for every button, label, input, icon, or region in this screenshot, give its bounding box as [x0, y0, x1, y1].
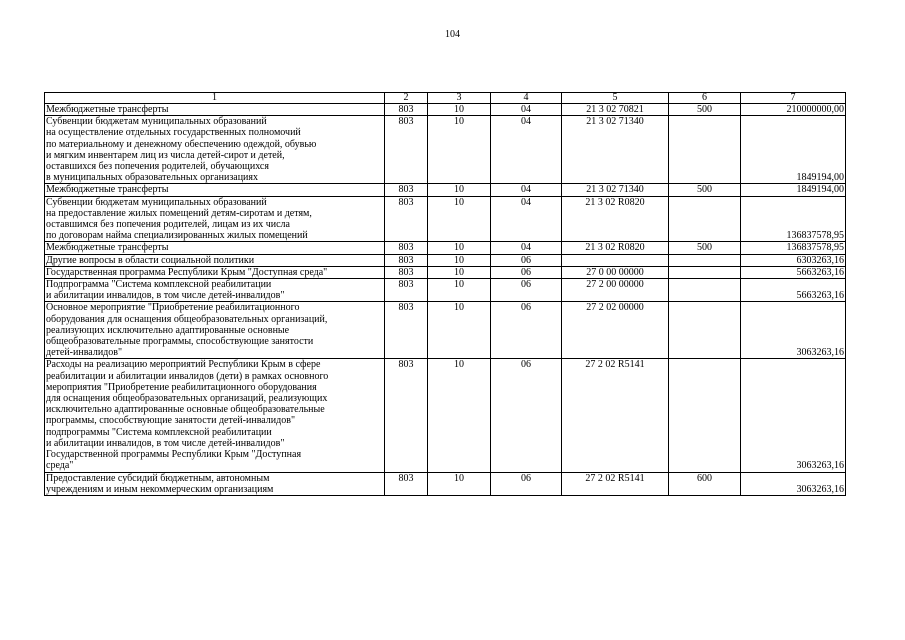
- section-code: 10: [428, 279, 491, 302]
- subsection-code: 06: [491, 279, 562, 302]
- amount: 6303263,16: [741, 254, 846, 266]
- ministry-code: 803: [385, 472, 428, 495]
- subsection-code: 04: [491, 184, 562, 196]
- section-code: 10: [428, 184, 491, 196]
- amount: 136837578,95: [741, 242, 846, 254]
- subsection-code: 06: [491, 302, 562, 359]
- header-row: [45, 93, 846, 104]
- ministry-code: 803: [385, 116, 428, 184]
- ministry-code: 803: [385, 266, 428, 278]
- item-name: Межбюджетные трансферты: [45, 242, 385, 254]
- target-article-code: 21 3 02 R0820: [562, 242, 669, 254]
- item-name: Межбюджетные трансферты: [45, 184, 385, 196]
- table-row: [45, 279, 846, 302]
- amount: 136837578,95: [741, 196, 846, 242]
- section-code: 10: [428, 266, 491, 278]
- table-row: [45, 472, 846, 495]
- section-code: 10: [428, 104, 491, 116]
- item-name: Другие вопросы в области социальной политики: [45, 254, 385, 266]
- expense-type-code: [669, 266, 741, 278]
- section-code: 10: [428, 242, 491, 254]
- table-row: [45, 242, 846, 254]
- subsection-code: 06: [491, 266, 562, 278]
- expense-type-code: 500: [669, 184, 741, 196]
- amount: 210000000,00: [741, 104, 846, 116]
- amount: 5663263,16: [741, 279, 846, 302]
- item-name: Предоставление субсидий бюджетным, автономным учреждениям и иным некоммерческим организациям: [45, 472, 385, 495]
- header-cell: 6: [669, 93, 741, 104]
- subsection-code: 04: [491, 242, 562, 254]
- table-row: [45, 184, 846, 196]
- subsection-code: 04: [491, 104, 562, 116]
- table-row: [45, 254, 846, 266]
- target-article-code: 27 2 02 00000: [562, 302, 669, 359]
- table-row: [45, 302, 846, 359]
- item-name: Государственная программа Республики Крым "Доступная среда": [45, 266, 385, 278]
- amount: 5663263,16: [741, 266, 846, 278]
- header-cell: 2: [385, 93, 428, 104]
- section-code: 10: [428, 359, 491, 472]
- amount: 1849194,00: [741, 116, 846, 184]
- subsection-code: 06: [491, 359, 562, 472]
- section-code: 10: [428, 196, 491, 242]
- section-code: 10: [428, 302, 491, 359]
- amount: 1849194,00: [741, 184, 846, 196]
- subsection-code: 06: [491, 254, 562, 266]
- ministry-code: 803: [385, 254, 428, 266]
- header-cell: 7: [741, 93, 846, 104]
- target-article-code: 21 3 02 71340: [562, 116, 669, 184]
- item-name: Основное мероприятие "Приобретение реабилитационного оборудования для оснащения общеобразовательных организаций, реализующих исключительно адаптированные основные общеобразовательные программы, способствующие занятости детей-инвалидов": [45, 302, 385, 359]
- header-cell: 1: [45, 93, 385, 104]
- expense-type-code: 600: [669, 472, 741, 495]
- ministry-code: 803: [385, 302, 428, 359]
- header-cell: 3: [428, 93, 491, 104]
- expense-type-code: [669, 196, 741, 242]
- item-name: Расходы на реализацию мероприятий Республики Крым в сфере реабилитации и абилитации инвалидов (дети) в рамках основного мероприятия "Приобретение реабилитационного оборудования для оснащения общеобразовательных организаций, реализующих исключительно адаптированные основные общеобразовательные программы, способствующие занятости детей-инвалидов" подпрограммы "Система комплексной реабилитации и абилитации инвалидов, в том числе детей-инвалидов" Государственной программы Республики Крым "Доступная среда": [45, 359, 385, 472]
- expense-type-code: 500: [669, 242, 741, 254]
- item-name: Субвенции бюджетам муниципальных образований на предоставление жилых помещений детям-сиротам и детям, оставшимся без попечения родителей, лицам из их числа по договорам найма специализированных жилых помещений: [45, 196, 385, 242]
- header-cell: 5: [562, 93, 669, 104]
- subsection-code: 04: [491, 116, 562, 184]
- ministry-code: 803: [385, 242, 428, 254]
- target-article-code: 27 0 00 00000: [562, 266, 669, 278]
- amount: 3063263,16: [741, 472, 846, 495]
- target-article-code: [562, 254, 669, 266]
- budget-table: [44, 92, 846, 496]
- section-code: 10: [428, 254, 491, 266]
- section-code: 10: [428, 472, 491, 495]
- expense-type-code: [669, 279, 741, 302]
- table-row: [45, 359, 846, 472]
- table-row: [45, 196, 846, 242]
- expense-type-code: 500: [669, 104, 741, 116]
- table-row: [45, 266, 846, 278]
- page-number: 104: [445, 29, 460, 40]
- ministry-code: 803: [385, 196, 428, 242]
- target-article-code: 21 3 02 R0820: [562, 196, 669, 242]
- section-code: 10: [428, 116, 491, 184]
- expense-type-code: [669, 116, 741, 184]
- ministry-code: 803: [385, 359, 428, 472]
- subsection-code: 06: [491, 472, 562, 495]
- amount: 3063263,16: [741, 359, 846, 472]
- table-row: [45, 104, 846, 116]
- amount: 3063263,16: [741, 302, 846, 359]
- table-row: [45, 116, 846, 184]
- header-cell: 4: [491, 93, 562, 104]
- ministry-code: 803: [385, 279, 428, 302]
- target-article-code: 27 2 00 00000: [562, 279, 669, 302]
- target-article-code: 27 2 02 R5141: [562, 472, 669, 495]
- expense-type-code: [669, 302, 741, 359]
- target-article-code: 21 3 02 71340: [562, 184, 669, 196]
- subsection-code: 04: [491, 196, 562, 242]
- ministry-code: 803: [385, 104, 428, 116]
- expense-type-code: [669, 254, 741, 266]
- target-article-code: 27 2 02 R5141: [562, 359, 669, 472]
- item-name: Субвенции бюджетам муниципальных образований на осуществление отдельных государственных полномочий по материальному и денежному обеспечению одеждой, обувью и мягким инвентарем лиц из числа детей-сирот и детей, оставшихся без попечения родителей, обучающихся в муниципальных образовательных организациях: [45, 116, 385, 184]
- ministry-code: 803: [385, 184, 428, 196]
- item-name: Подпрограмма "Система комплексной реабилитации и абилитации инвалидов, в том числе детей-инвалидов": [45, 279, 385, 302]
- target-article-code: 21 3 02 70821: [562, 104, 669, 116]
- item-name: Межбюджетные трансферты: [45, 104, 385, 116]
- expense-type-code: [669, 359, 741, 472]
